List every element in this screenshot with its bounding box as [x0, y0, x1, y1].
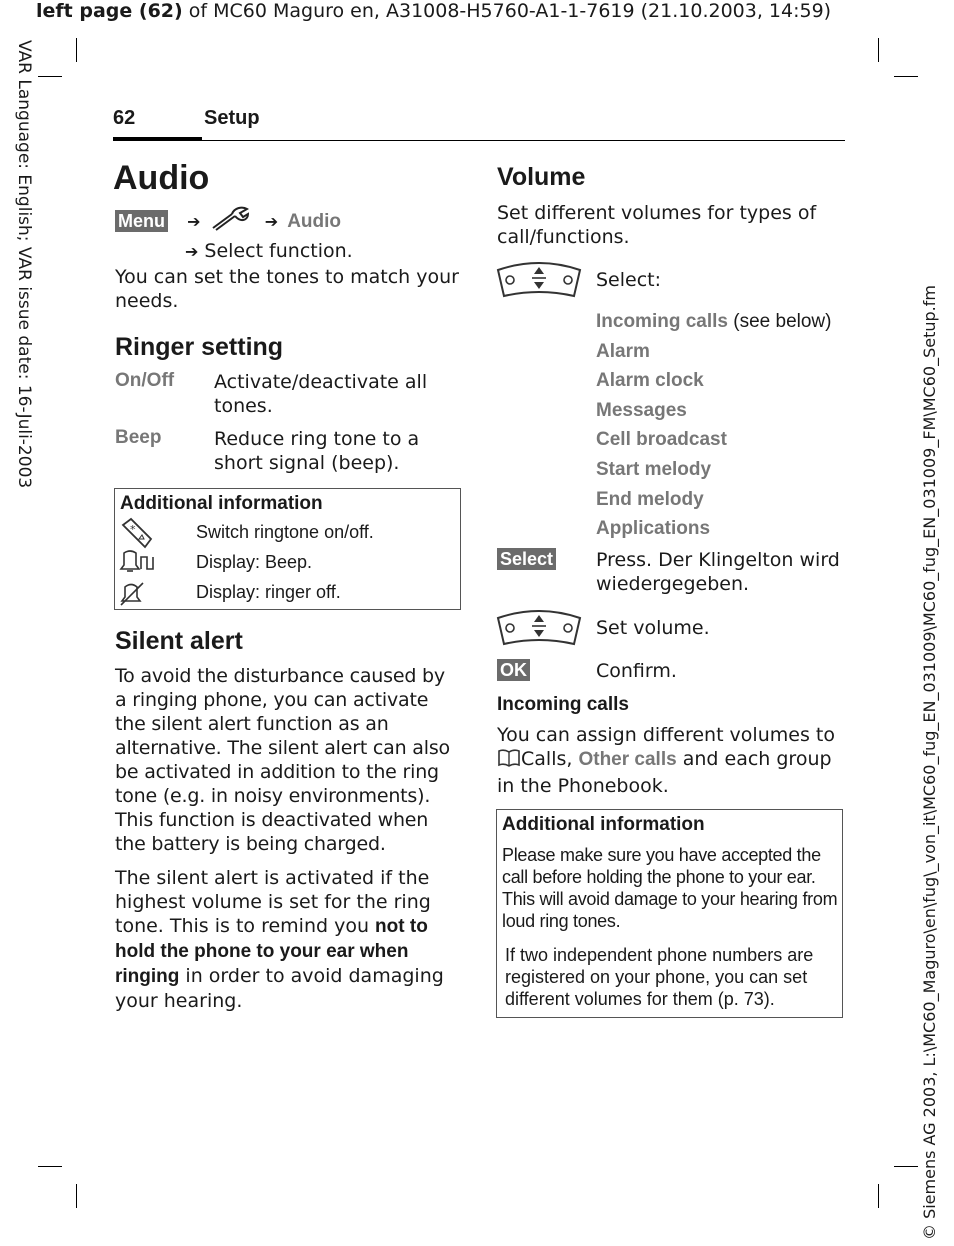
ok-softkey: OK	[497, 659, 530, 681]
option-label: Alarm	[596, 340, 650, 362]
warning-text-bold: not to hold the phone to your ear when ringing	[115, 916, 428, 987]
list-item	[596, 489, 846, 519]
incoming-calls-paragraph	[497, 723, 842, 798]
crop-mark	[878, 38, 879, 62]
beep-icon	[119, 549, 159, 579]
info-row-text: Display: ringer off.	[196, 582, 341, 602]
ringer-desc-beep: Reduce ring tone to a short signal (beep).	[214, 428, 420, 474]
silent-alert-paragraph: To avoid the disturbance caused by a ringing phone, you can activate the silent alert function as an alternative. The silent alert can also be activated in addition to the ring tone (e.g. in noisy environments). This function is deactivated when the battery is being charged.	[115, 665, 450, 855]
crop-mark	[38, 1166, 62, 1167]
select-description: Press. Der Klingelton wird wiedergegeben.	[596, 549, 840, 595]
option-label: Incoming calls	[596, 311, 728, 332]
calls-term: Calls	[521, 748, 567, 770]
list-item	[596, 459, 846, 489]
list-item	[596, 429, 846, 459]
menu-softkey: Menu	[115, 210, 168, 232]
ok-softkey-wrap	[497, 659, 530, 681]
silent-alert-warning-paragraph	[115, 866, 460, 1013]
ringer-setting-heading: Ringer setting	[115, 333, 284, 361]
incoming-text: You can assign different volumes to	[497, 724, 835, 746]
confirm-text: Confirm.	[596, 660, 677, 682]
list-item	[596, 311, 846, 341]
silent-alert-heading: Silent alert	[115, 627, 243, 655]
incoming-text-rest: and each group in the Phonebook.	[497, 748, 832, 797]
arrow-icon: ➔	[185, 242, 199, 261]
select-function-text: Select function.	[204, 240, 353, 262]
info-row-text: Switch ringtone on/off.	[196, 522, 374, 542]
option-label: Alarm clock	[596, 370, 704, 392]
arrow-icon: ➔	[187, 212, 201, 231]
select-softkey: Select	[497, 548, 556, 570]
svg-text:*: *	[130, 523, 136, 536]
document-header-line	[36, 0, 831, 22]
ringer-term-onoff: On/Off	[115, 370, 175, 391]
warning-text-end: in order to avoid damaging your hearing.	[115, 965, 444, 1012]
side-text-right: © Siemens AG 2003, L:\MC60_Maguro\en\fug\_von_it\MC60_fug_EN_031009\MC60_fug_EN_031009_FM\MC60_Setup.fm	[920, 285, 939, 1240]
info-box-paragraph: Please make sure you have accepted the call before holding the phone to your ear. This will avoid damage to your hearing from loud ring tones.	[502, 845, 838, 931]
info-box-heading: Additional information	[502, 814, 705, 835]
menu-path	[115, 206, 460, 264]
info-row-text: Display: Beep.	[196, 552, 313, 572]
nav-key-icon	[496, 610, 582, 652]
select-label: Select:	[596, 269, 662, 291]
ringer-desc-onoff: Activate/deactivate all tones.	[214, 371, 428, 417]
volume-options-list	[596, 311, 846, 548]
additional-info-box	[114, 488, 461, 610]
running-head-rule	[113, 140, 845, 141]
list-item	[596, 518, 846, 548]
page-title: Audio	[113, 159, 210, 197]
crop-mark	[878, 1184, 879, 1208]
side-text-left: VAR Language: English; VAR issue date: 16-Juli-2003	[14, 40, 34, 489]
nav-key-icon	[496, 262, 582, 304]
header-doc-info: of MC60 Maguro en, A31008-H5760-A1-1-7619 (21.10.2003, 14:59)	[182, 0, 832, 22]
wrench-icon	[210, 206, 250, 239]
ringer-term-beep: Beep	[115, 427, 162, 448]
crop-mark	[76, 1184, 77, 1208]
option-label: Applications	[596, 518, 711, 540]
menu-path-line2	[115, 239, 460, 264]
intro-text: You can set the tones to match your needs.	[115, 266, 459, 312]
crop-mark	[894, 1166, 918, 1167]
warning-text-start: The silent alert is activated if the highest volume is set for the ring tone. This is to remind you	[115, 867, 431, 937]
menu-path-audio: Audio	[287, 211, 342, 232]
other-calls-term: Other calls	[578, 749, 677, 770]
page-number: 62	[113, 107, 136, 129]
incoming-calls-heading: Incoming calls	[497, 694, 629, 715]
comma: ,	[566, 748, 579, 770]
list-item	[596, 341, 846, 371]
crop-mark	[38, 76, 62, 77]
option-label: Start melody	[596, 458, 712, 480]
header-page-ref: left page (62)	[36, 0, 183, 22]
select-softkey-wrap	[497, 548, 556, 570]
option-note: (see below)	[727, 311, 832, 332]
crop-mark	[76, 38, 77, 62]
additional-info-box	[496, 809, 843, 1018]
option-label: Cell broadcast	[596, 429, 727, 451]
ringer-off-icon	[119, 581, 147, 611]
phonebook-icon	[497, 748, 521, 774]
volume-intro: Set different volumes for types of call/functions.	[497, 202, 817, 248]
set-volume-text: Set volume.	[596, 617, 710, 639]
running-head-section: Setup	[204, 107, 260, 129]
list-item	[596, 370, 846, 400]
option-label: End melody	[596, 488, 704, 510]
info-box-paragraph: If two independent phone numbers are registered on your phone, you can set different volumes for them (p. 73).	[505, 945, 814, 1009]
crop-mark	[894, 76, 918, 77]
list-item	[596, 400, 846, 430]
option-label: Messages	[596, 399, 687, 421]
info-box-heading: Additional information	[120, 493, 323, 514]
volume-heading: Volume	[497, 163, 586, 191]
arrow-icon: ➔	[264, 212, 279, 231]
